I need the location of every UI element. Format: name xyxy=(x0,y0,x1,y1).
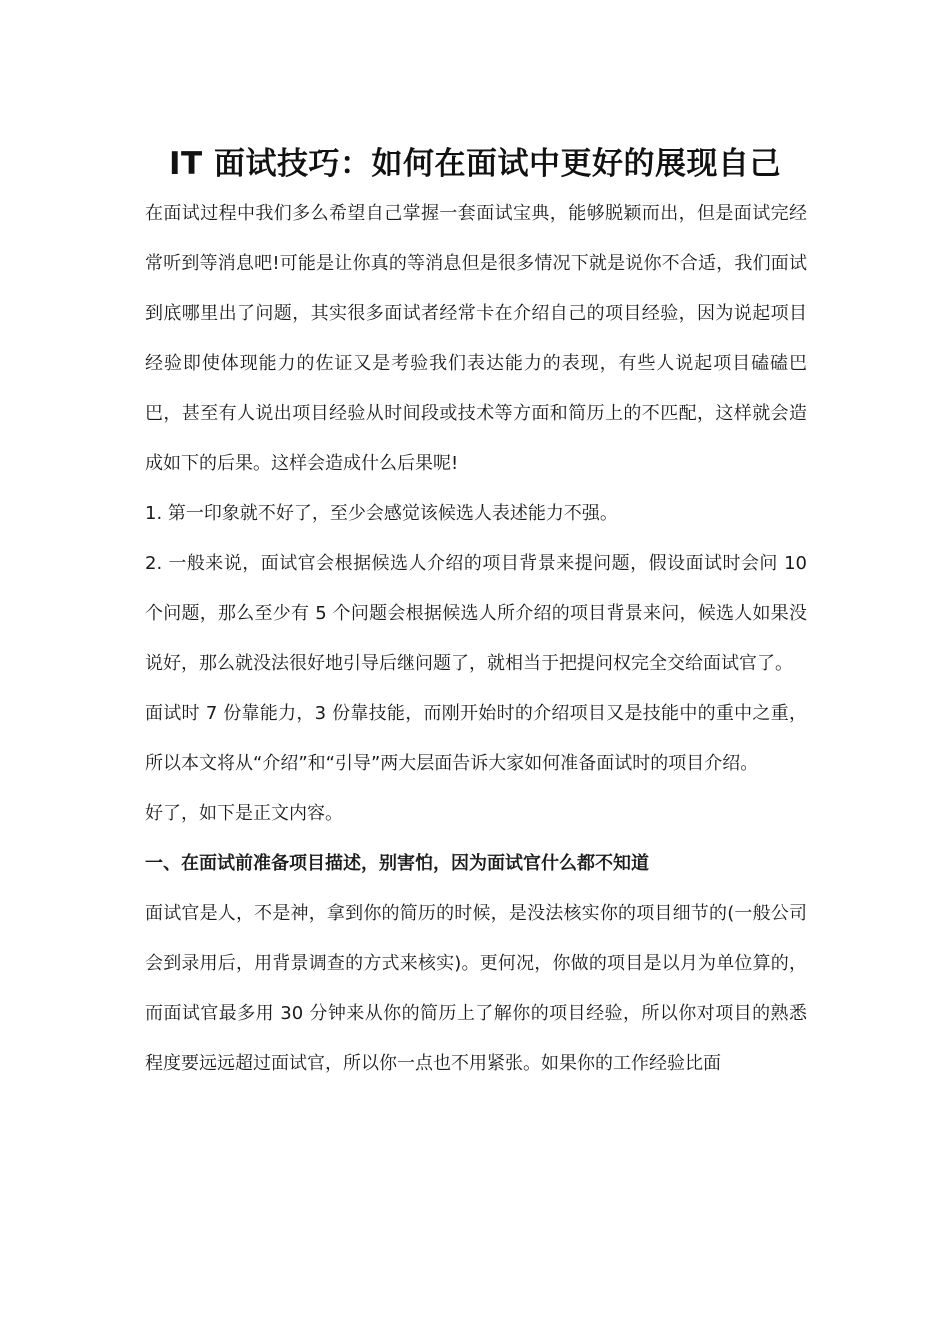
paragraph-point-2: 2. 一般来说，面试官会根据候选人介绍的项目背景来提问题，假设面试时会问 10 个问题，那么至少有 5 个问题会根据候选人所介绍的项目背景来问，候选人如果没说好，那么就没法很好地引导后继问题了，就相当于把提问权完全交给面试官了。 xyxy=(145,553,807,674)
document-title: IT 面试技巧：如何在面试中更好的展现自己 xyxy=(169,146,781,182)
document-body xyxy=(145,189,807,1089)
paragraph-transition: 好了，如下是正文内容。 xyxy=(145,803,343,824)
section-paragraph: 面试官是人，不是神，拿到你的简历的时候，是没法核实你的项目细节的(一般公司会到录用后，用背景调查的方式来核实)。更何况，你做的项目是以月为单位算的，而面试官最多用 30 分钟来从你的简历上了解你的项目经验，所以你对项目的熟悉程度要远远超过面试官，所以你一点也不用紧张。如果你的工作经验比面 xyxy=(145,903,807,1074)
paragraph-point-1: 1. 第一印象就不好了，至少会感觉该候选人表述能力不强。 xyxy=(145,503,618,524)
paragraph-intro: 在面试过程中我们多么希望自己掌握一套面试宝典，能够脱颖而出，但是面试完经常听到等消息吧!可能是让你真的等消息但是很多情况下就是说你不合适，我们面试到底哪里出了问题，其实很多面试者经常卡在介绍自己的项目经验，因为说起项目经验即使体现能力的佐证又是考验我们表达能力的表现，有些人说起项目磕磕巴巴，甚至有人说出项目经验从时间段或技术等方面和简历上的不匹配，这样就会造成如下的后果。这样会造成什么后果呢! xyxy=(145,203,807,474)
paragraph-ability-skill: 面试时 7 份靠能力，3 份靠技能，而刚开始时的介绍项目又是技能中的重中之重，所以本文将从“介绍”和“引导”两大层面告诉大家如何准备面试时的项目介绍。 xyxy=(145,703,807,774)
section-heading: 一、在面试前准备项目描述，别害怕，因为面试官什么都不知道 xyxy=(145,853,649,874)
